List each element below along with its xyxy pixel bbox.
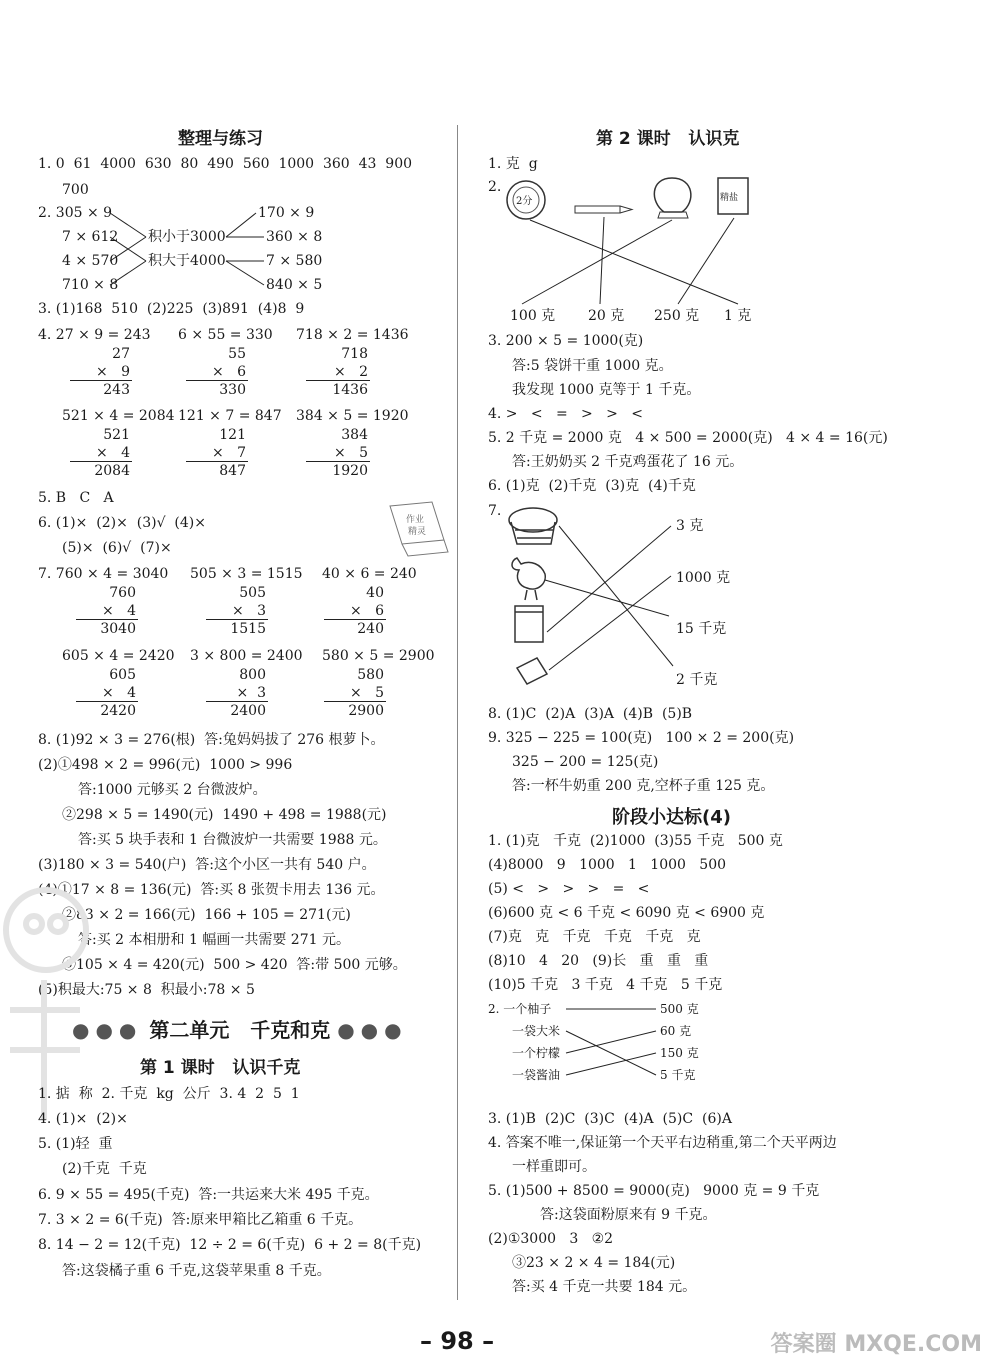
q2-weight-2: 20 克 — [588, 308, 625, 324]
q4-eq-6: 384 × 5 = 1920 — [296, 408, 409, 424]
q4-eq-1: 4. 27 × 9 = 243 — [38, 327, 151, 343]
stamp-text-1: 作业 — [406, 515, 425, 525]
vc-top: 384 — [341, 427, 368, 443]
q8-line-2: (2)①498 × 2 = 996(元) 1000 > 996 — [38, 757, 293, 773]
q8-line-3: 答:1000 元够买 2 台微波炉。 — [78, 782, 267, 798]
r-q1: 1. 克 g — [488, 156, 538, 172]
vc-res: 240 — [357, 621, 384, 637]
lesson1-line-1: 1. 掂 称 2. 千克 kg 公斤 3. 4 2 5 1 — [38, 1086, 300, 1102]
lesson1-line-5: 6. 9 × 55 = 495(千克) 答:一共运来大米 495 千克。 — [38, 1187, 379, 1203]
q2-weight-4: 1 克 — [724, 308, 752, 324]
vc-top: 121 — [219, 427, 246, 443]
vc-res: 2084 — [94, 463, 130, 479]
vc-mul: × 3 — [236, 685, 266, 701]
vc-top: 40 — [366, 585, 384, 601]
vc-res: 1515 — [230, 621, 266, 637]
q8-line-4: ②298 × 5 = 1490(元) 1490 + 498 = 1988(元) — [62, 807, 387, 823]
stage-line-5: (7)克 克 千克 千克 千克 克 — [488, 929, 701, 945]
vc-mul: × 9 — [96, 364, 130, 380]
vc-mul: × 2 — [334, 364, 368, 380]
s2-right-2: 60 克 — [660, 1024, 692, 1038]
site-watermark-logo: 答案圈 MXQE.COM — [770, 1332, 982, 1357]
match-left-4: 710 × 8 — [62, 277, 119, 293]
stage-line-2: (4)8000 9 1000 1 1000 500 — [488, 857, 727, 873]
q8-line-6: (3)180 × 3 = 540(户) 答:这个小区一共有 540 户。 — [38, 857, 376, 873]
match-left-2: 7 × 612 — [62, 229, 119, 245]
match-right-1: 170 × 9 — [258, 205, 315, 221]
s2-left-2: 一袋大米 — [512, 1024, 561, 1038]
q8-line-11: (5)积最大:75 × 8 积最小:78 × 5 — [38, 982, 255, 998]
match-left-3: 4 × 570 — [62, 253, 119, 269]
lesson1-line-8: 答:这袋橘子重 6 千克,这袋苹果重 8 千克。 — [62, 1263, 331, 1279]
vc-res: 3040 — [100, 621, 136, 637]
vc-top: 760 — [109, 585, 136, 601]
stage-line-6: (8)10 4 20 (9)长 重 重 重 — [488, 953, 709, 969]
q7-weight-4: 2 千克 — [676, 672, 718, 688]
stage-rest-2: 4. 答案不唯一,保证第一个天平右边稍重,第二个天平两边 — [488, 1135, 837, 1151]
vc-res: 2400 — [230, 703, 266, 719]
match-mid-2: 积大于4000 — [148, 253, 226, 269]
coin-label: 2分 — [516, 196, 533, 207]
match-right-4: 840 × 5 — [266, 277, 323, 293]
stage-line-3: (5) < > > > = < — [488, 881, 650, 897]
vc-mul: × 4 — [96, 445, 130, 461]
vc-mul: × 6 — [350, 603, 384, 619]
r-q3-line-1: 3. 200 × 5 = 1000(克) — [488, 333, 644, 349]
lesson1-line-3: 5. (1)轻 重 — [38, 1136, 113, 1152]
q8-line-5: 答:买 5 块手表和 1 台微波炉一共需要 1988 元。 — [78, 832, 387, 848]
unit-title-text: 第二单元 千克和克 — [149, 1018, 331, 1042]
vc-top: 55 — [228, 346, 246, 362]
vc-res: 1920 — [332, 463, 368, 479]
r-q5-line-1: 5. 2 千克 = 2000 克 4 × 500 = 2000(克) 4 × 4 = 16(元) — [488, 430, 888, 446]
q4-eq-4: 521 × 4 = 2084 — [62, 408, 175, 424]
vc-top: 27 — [112, 346, 130, 362]
q7-weight-1: 3 克 — [676, 518, 704, 534]
stage-rest-5: 答:这袋面粉原来有 9 千克。 — [540, 1207, 717, 1223]
q7-eq-4: 605 × 4 = 2420 — [62, 648, 175, 664]
r-q9-line-3: 答:一杯牛奶重 200 克,空杯子重 125 克。 — [512, 778, 775, 794]
vc-mul: × 4 — [102, 685, 136, 701]
lesson1-line-4: (2)千克 千克 — [62, 1161, 147, 1177]
bag-label: 精盐 — [720, 193, 739, 203]
r-q2-label: 2. — [488, 179, 502, 195]
vc-res: 847 — [219, 463, 246, 479]
vc-res: 330 — [219, 382, 246, 398]
answer-q1-cont: 700 — [62, 182, 89, 198]
stage-rest-6: (2)①3000 3 ②2 — [488, 1231, 614, 1247]
match-mid-1: 积小于3000 — [148, 229, 226, 245]
match-right-3: 7 × 580 — [266, 253, 323, 269]
stage-title: 阶段小达标(4) — [612, 807, 731, 828]
q7-eq-1: 7. 760 × 4 = 3040 — [38, 566, 169, 582]
stage-rest-4: 5. (1)500 + 8500 = 9000(克) 9000 克 = 9 千克 — [488, 1183, 820, 1199]
vc-top: 580 — [357, 667, 384, 683]
lesson1-line-2: 4. (1)× (2)× — [38, 1111, 128, 1127]
q4-eq-2: 6 × 55 = 330 — [178, 327, 273, 343]
stage-line-7: (10)5 千克 3 千克 4 千克 5 千克 — [488, 977, 723, 993]
stage-rest-7: ③23 × 2 × 4 = 184(元) — [512, 1255, 676, 1271]
r-q7-label: 7. — [488, 503, 502, 519]
stage-line-4: (6)600 克 < 6 千克 < 6090 克 < 6900 克 — [488, 905, 765, 921]
match-right-2: 360 × 8 — [266, 229, 323, 245]
q4-eq-3: 718 × 2 = 1436 — [296, 327, 409, 343]
s2-right-3: 150 克 — [660, 1046, 699, 1060]
stage-rest-3: 一样重即可。 — [512, 1159, 596, 1175]
answer-q5: 5. B C A — [38, 490, 114, 506]
vc-mul: × 3 — [232, 603, 266, 619]
answer-q6b: (5)× (6)√ (7)× — [62, 540, 172, 556]
stage-rest-1: 3. (1)B (2)C (3)C (4)A (5)C (6)A — [488, 1111, 732, 1127]
lesson1-line-6: 7. 3 × 2 = 6(千克) 答:原来甲箱比乙箱重 6 千克。 — [38, 1212, 363, 1228]
vc-mul: × 5 — [350, 685, 384, 701]
unit-title: ●●● 第二单元 千克和克 ●●● — [72, 1018, 408, 1042]
r-q9-line-1: 9. 325 − 225 = 100(克) 100 × 2 = 200(克) — [488, 730, 795, 746]
q2-weight-3: 250 克 — [654, 308, 700, 324]
r-q5-line-2: 答:王奶奶买 2 千克鸡蛋花了 16 元。 — [512, 454, 744, 470]
answer-q6a: 6. (1)× (2)× (3)√ (4)× — [38, 515, 206, 531]
q7-eq-6: 580 × 5 = 2900 — [322, 648, 435, 664]
s2-left-1: 2. 一个柚子 — [488, 1002, 552, 1016]
vc-res: 1436 — [332, 382, 368, 398]
match-left-1: 2. 305 × 9 — [38, 205, 113, 221]
r-q3-line-3: 我发现 1000 克等于 1 千克。 — [512, 382, 701, 398]
vc-mul: × 5 — [334, 445, 368, 461]
answer-q1: 1. 0 61 4000 630 80 490 560 1000 360 43 900 — [38, 156, 413, 172]
lesson1-title: 第 1 课时 认识千克 — [140, 1058, 301, 1078]
lesson2-title: 第 2 课时 认识克 — [596, 129, 740, 149]
r-q9-line-2: 325 − 200 = 125(克) — [512, 754, 659, 770]
page-number: – 98 – — [420, 1327, 495, 1355]
q7-weight-3: 15 千克 — [676, 621, 727, 637]
s2-left-3: 一个柠檬 — [512, 1046, 561, 1060]
q2-weight-1: 100 克 — [510, 308, 556, 324]
stamp-text-2: 精灵 — [408, 527, 427, 537]
lesson1-line-7: 8. 14 − 2 = 12(千克) 12 ÷ 2 = 6(千克) 6 + 2 = 8(千克) — [38, 1237, 422, 1253]
q4-eq-5: 121 × 7 = 847 — [178, 408, 282, 424]
vc-mul: × 4 — [102, 603, 136, 619]
stage-rest-8: 答:买 4 千克一共要 184 元。 — [512, 1279, 697, 1295]
vc-res: 243 — [103, 382, 130, 398]
vc-res: 2900 — [348, 703, 384, 719]
vc-mul: × 7 — [212, 445, 246, 461]
stage-line-1: 1. (1)克 千克 (2)1000 (3)55 千克 500 克 — [488, 833, 783, 849]
answer-q3: 3. (1)168 510 (2)225 (3)891 (4)8 9 — [38, 301, 305, 317]
section-title-review: 整理与练习 — [178, 129, 263, 149]
r-q6: 6. (1)克 (2)千克 (3)克 (4)千克 — [488, 478, 696, 494]
q7-eq-2: 505 × 3 = 1515 — [190, 566, 303, 582]
q7-weight-2: 1000 克 — [676, 570, 731, 586]
r-q8: 8. (1)C (2)A (3)A (4)B (5)B — [488, 706, 693, 722]
r-q4: 4. > < = > > < — [488, 406, 643, 422]
r-q3-line-2: 答:5 袋饼干重 1000 克。 — [512, 358, 673, 374]
s2-right-4: 5 千克 — [660, 1068, 696, 1082]
vc-top: 800 — [239, 667, 266, 683]
vc-res: 2420 — [100, 703, 136, 719]
vc-top: 505 — [239, 585, 266, 601]
q8-line-9: 答:买 2 本相册和 1 幅画一共需要 271 元。 — [78, 932, 350, 948]
s2-left-4: 一袋酱油 — [512, 1068, 561, 1082]
q8-line-8: ②83 × 2 = 166(元) 166 + 105 = 271(元) — [62, 907, 351, 923]
vc-mul: × 6 — [212, 364, 246, 380]
q7-eq-5: 3 × 800 = 2400 — [190, 648, 303, 664]
vc-top: 605 — [109, 667, 136, 683]
vc-top: 521 — [103, 427, 130, 443]
q8-line-7: (4)①17 × 8 = 136(元) 答:买 8 张贺卡用去 136 元。 — [38, 882, 385, 898]
s2-right-1: 500 克 — [660, 1002, 699, 1016]
q8-line-1: 8. (1)92 × 3 = 276(根) 答:兔妈妈拔了 276 根萝卜。 — [38, 732, 385, 748]
q7-eq-3: 40 × 6 = 240 — [322, 566, 417, 582]
vc-top: 718 — [341, 346, 368, 362]
q8-line-10: ③105 × 4 = 420(元) 500 > 420 答:带 500 元够。 — [62, 957, 407, 973]
